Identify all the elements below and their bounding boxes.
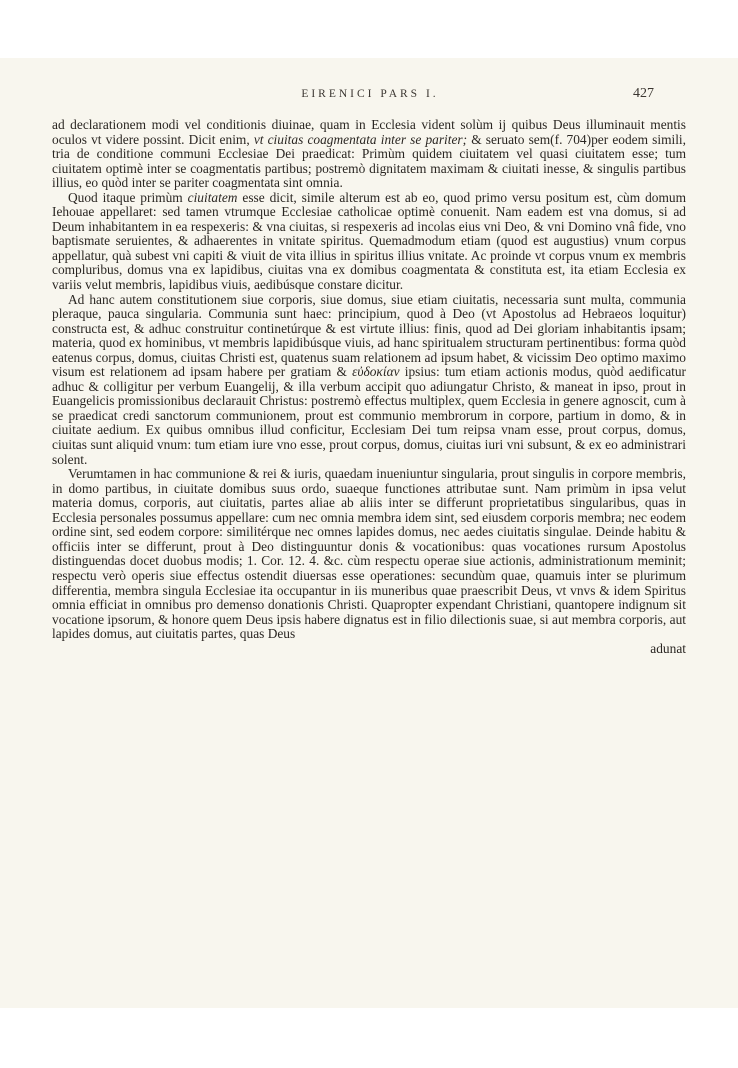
bottom-margin <box>0 1008 738 1068</box>
paragraph-2-italic: ciuitatem <box>187 189 238 205</box>
paragraph-3-text-c: ipsius: tum etiam actionis modus, quòd aedificatur adhuc & colligitur per verbum Euangelij, & illa verbum accipit quo adiungatur Christo, & maneat in ipso, prout in Euangelicis promissionibus declarauit Christus: postremò effectus multiplex, quem Ecclesia in genere agnoscit, cum à se praedicat credi sanctorum communionem, prout est communio membrorum in corpore, partium in domo, & in ciuitate aedium. Ex quibus omnibus illud conficitur, Ecclesiam Dei tum reipsa vnam esse, prout corpus, domus, ciuitas sunt aliquid vnum: tum etiam iure vno esse, prout corpus, domus, ciuitas iuri vni subsunt, & ex eo administrari solent. <box>52 364 687 467</box>
paragraph-2-text-c: esse dicit, simile alterum est ab eo, quod primo versu positum est, cùm domum Iehouae appellaret: sed tamen vtrumque Ecclesiae catholicae optimè conuenit. Nam eadem est vna domus, si ad Deum inhabitantem in ea respexeris: & vna ciuitas, si respexeris ad incolas eius vni Deo, & vni Domino vnâ fide, vno baptismate seruientes, & adhaerentes in vnitate spiritus. Quemadmodum etiam (quod est augustius) vnum corpus appellatur, quà subest vni capiti & viuit de vita illius in spiritus illius vnitate. Ac proinde vt corpus vnum ex membris compluribus, domus vna ex lapidibus, ciuitas vna ex domibus coagmentata & constituta est, ita etiam Ecclesia ex variis velut membris, lapidibus viuis, aedibúsque constare dicitur. <box>52 189 686 293</box>
paragraph-1-text-c: & seruato sem(f. 704)per eodem simili, tria de conditione communi Ecclesiae Dei praedicat: Primùm quidem ciuitatem vel quasi ciuitatem esse; tum ciuitatem optimè inter se coagmentatis partibus; postremò dignitatem maximam & ciuitati inesse, & singulis partibus illius, eo quòd inter se pariter coagmentata sint omnia. <box>52 131 686 191</box>
paragraph-3-text-a: Ad hanc autem constitutionem siue corporis, siue domus, siue etiam ciuitatis, necessaria sunt multa, communia pleraque, pauca singularia. Communia sunt haec: principium, quod à Deo (vt Apostolus ad Hebraeos loquitur) constructa est, & adhuc construitur continetúrque & est virtute illius: finis, quod ad Dei gloriam inhabitantis ipsam; materia, quod ex hominibus, vt membris lapidibúsque viuis, ad hanc spiritualem structuram pertinentibus: forma quòd eatenus corpus, domus, ciuitas Christi est, quatenus suam relationem ad ipsum habet, & vicissim Deo optimo maximo visum est relationem ad ipsam habere per gratiam & <box>52 291 686 380</box>
paragraph-1-text-a: ad declarationem modi vel conditionis diuinae, quam in Ecclesia vident solùm ij quibus Deus illuminauit mentis oculos vt videre possint. Dicit enim, <box>52 117 686 147</box>
paragraph-4: Verumtamen in hac communione & rei & iuris, quaedam inueniuntur singularia, prout singulis in corpore membris, in domo partibus, in ciuitate domibus suus ordo, suaeque functiones attributae sunt. Nam primùm in ipsa velut materia domus, corporis, aut ciuitatis, partes aliae ab aliis inter se differunt proprietatibus singularibus, quas in Ecclesia personales possumus appellare: cum nec omnia membra idem sint, sed eiusdem corporis membra; nec eodem ordine sint, sed eodem corpore: similitérque nec omnes lapides domus, nec aedes ciuitatis singulae. Deinde habitu & officiis inter se differunt, prout à Deo distinguuntur donis & vocationibus: quas vocationes rursum Apostolus distinguendas docet duobus modis; 1. Cor. 12. 4. &c. cùm respectu operae siue actionis, administrationum meminit; respectu verò operis siue effectus ostendit diuersas esse operationes: secundùm quae, quamuis inter se plurimum differentia, membra singula Ecclesiae ita occupantur in iis muneribus quae praescribit Deus, vt vnvs & idem Spiritus omnia efficiat in omnibus pro demenso donationis Christi. Quapropter expendant Christiani, quantopere indignum sit vocatione ipsorum, & honore quem Deus ipsis habere dignatus est in filio dilectionis suae, si aut membra corporis, aut lapides domus, aut ciuitatis partes, quas Deus <box>52 466 686 642</box>
paragraph-1-italic: vt ciuitas coagmentata inter se pariter; <box>253 131 468 147</box>
paragraph-2 <box>52 191 686 293</box>
running-title: EIRENICI PARS I. <box>301 88 439 100</box>
page-number: 427 <box>633 86 654 101</box>
paragraph-1 <box>52 118 686 191</box>
catchword: adunat <box>650 640 686 656</box>
paragraph-2-text-a: Quod itaque primùm <box>68 189 188 205</box>
body-text <box>52 118 686 656</box>
page-header <box>0 88 738 108</box>
paragraph-3-greek: εὐδοκίαν <box>352 364 400 380</box>
top-margin <box>0 0 738 58</box>
paragraph-3 <box>52 293 686 468</box>
book-page <box>0 58 738 1008</box>
